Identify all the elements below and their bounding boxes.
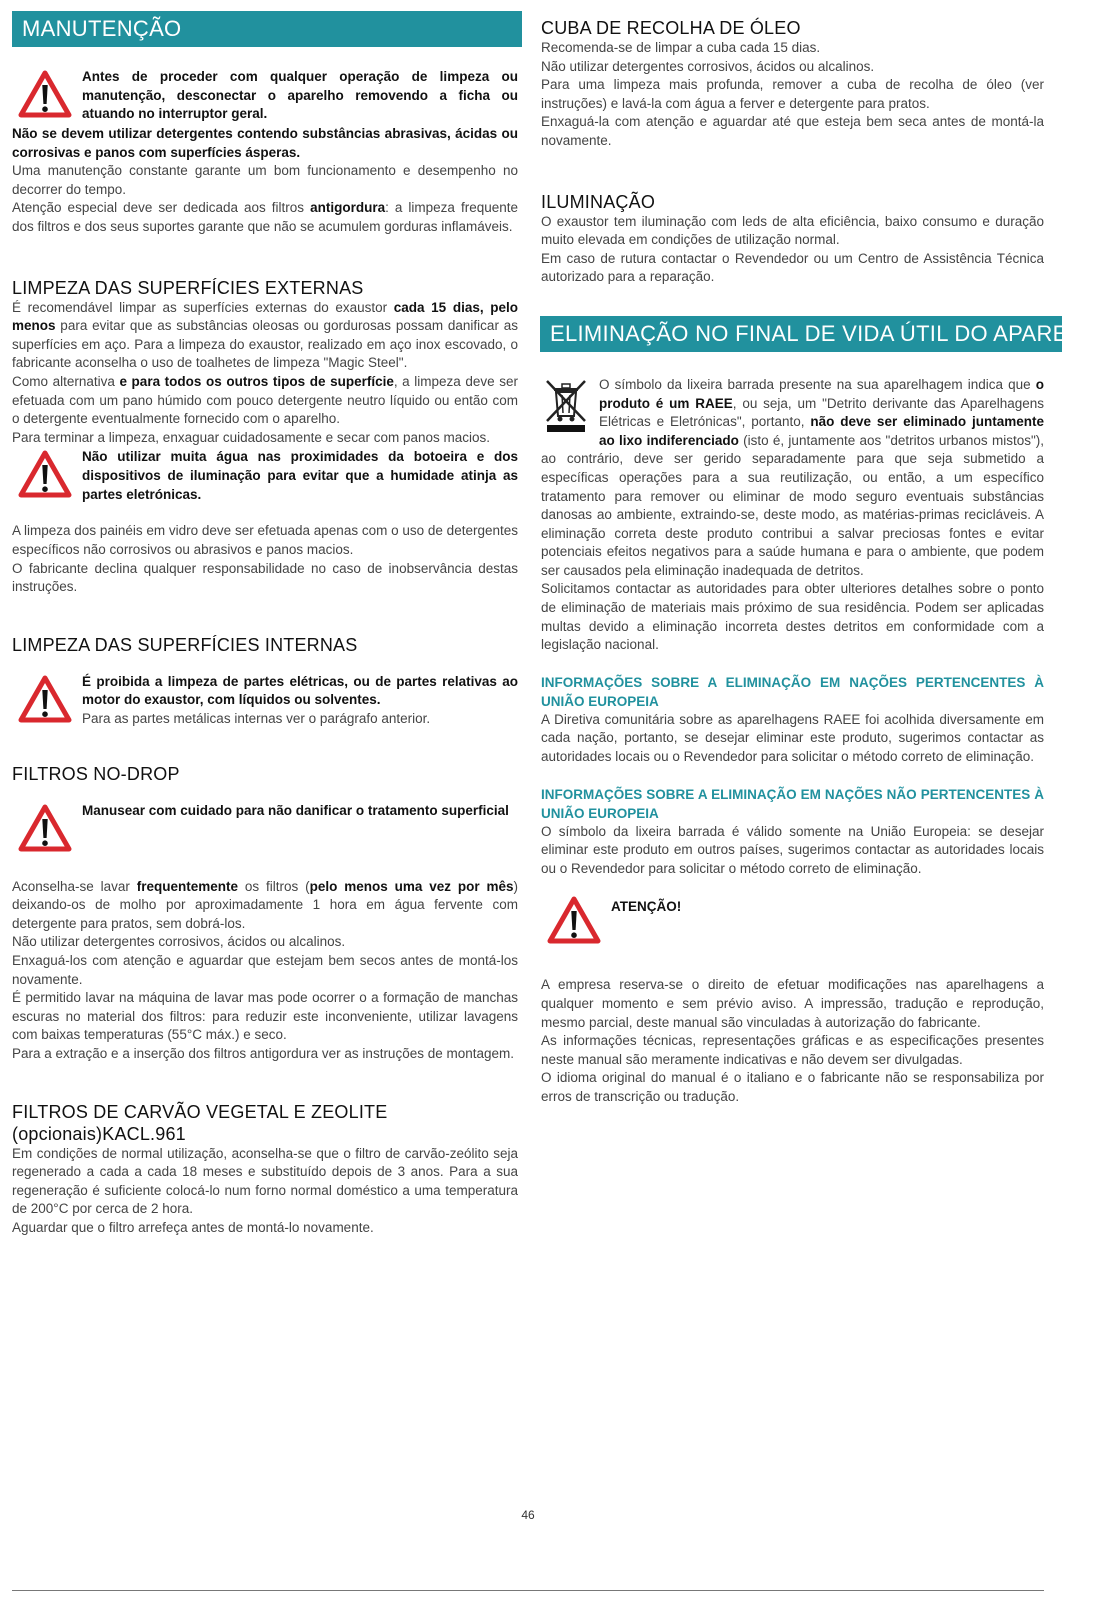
- page-number: 46: [521, 1508, 535, 1522]
- paragraph: O idioma original do manual é o italiano e o fabricante não se responsabiliza por erros de transcrição ou tradução.: [541, 1070, 1044, 1104]
- paragraph: As informações técnicas, representações gráficas e as especificações presentes neste manual são meramente indicativas e não devem ser divulgadas.: [541, 1033, 1044, 1067]
- crossed-bin-icon: [541, 378, 591, 434]
- paragraph: Solicitamos contactar as autoridades para obter ulteriores detalhes sobre o ponto de eliminação de materiais mais próximo de sua residência. Podem ser aplicadas multas devido a eliminação incorreta destes detritos em conformidade com a legislação nacional.: [541, 581, 1044, 653]
- paragraph: Para terminar a limpeza, enxaguar cuidadosamente e secar com panos macios.: [12, 429, 490, 445]
- paragraph: Não utilizar detergentes corrosivos, ácidos ou alcalinos.: [12, 934, 346, 950]
- warning-block: [12, 802, 518, 870]
- subtitle-nao-ue: INFORMAÇÕES SOBRE A ELIMINAÇÃO EM NAÇÕES NÃO PERTENCENTES À UNIÃO EUROPEIA: [541, 786, 1044, 821]
- paragraph: O fabricante declina qualquer responsabilidade no caso de inobservância destas instruções.: [12, 560, 518, 595]
- section-title-carvao: FILTROS DE CARVÃO VEGETAL E ZEOLITE (opcionais)KACL.961: [12, 1101, 388, 1144]
- paragraph: Aconselha-se lavar frequentemente os filtros (pelo menos uma vez por mês) deixando-os de molho por aproximadamente 1 hora em água fervente com detergente para pratos, sem dobrá-los.: [12, 878, 519, 931]
- section-title-cuba: CUBA DE RECOLHA DE ÓLEO: [541, 18, 801, 38]
- paragraph: Para a extração e a inserção dos filtros antigordura ver as instruções de montagem.: [12, 1046, 515, 1062]
- paragraph: Uma manutenção constante garante um bom funcionamento e desempenho no decorrer do tempo.: [12, 163, 518, 197]
- section-title-internas: LIMPEZA DAS SUPERFÍCIES INTERNAS: [12, 634, 358, 655]
- section-banner-eliminacao: ELIMINAÇÃO NO FINAL DE VIDA ÚTIL DO APARELHO: [540, 316, 1062, 352]
- warning-block: [12, 68, 518, 124]
- section-title-externas: LIMPEZA DAS SUPERFÍCIES EXTERNAS: [12, 277, 364, 298]
- paragraph: É recomendável limpar as superfícies externas do exaustor cada 15 dias, pelo menos para evitar que as substâncias oleosas ou gordurosas possam danificar as superfícies em aço. Para a limpeza do exaustor, realizado em aço inox escovado, o fabricante aconselha o uso de toalhetes de limpeza "Magic Steel".: [12, 299, 518, 371]
- paragraph: Atenção especial deve ser dedicada aos filtros antigordura: a limpeza frequente dos filtros e dos seus suportes garante que não se acumulem gorduras inflamáveis.: [12, 200, 519, 234]
- paragraph: Como alternativa e para todos os outros tipos de superfície, a limpeza deve ser efetuada com um pano húmido com pouco detergente neutro líquido ou então com o detergente eventualmente fornecido com o aparelho.: [12, 373, 518, 427]
- paragraph: Recomenda-se de limpar a cuba cada 15 dias.: [541, 40, 821, 55]
- right-column: [541, 0, 1114, 1107]
- paragraph: Para as partes metálicas internas ver o parágrafo anterior.: [82, 710, 431, 726]
- paragraph: Não utilizar detergentes corrosivos, ácidos ou alcalinos.: [541, 58, 875, 74]
- attention-label: ATENÇÃO!: [611, 899, 682, 915]
- warning-block: [541, 892, 1044, 962]
- subtitle-ue: INFORMAÇÕES SOBRE A ELIMINAÇÃO EM NAÇÕES PERTENCENTES À UNIÃO EUROPEIA: [541, 674, 1044, 709]
- warning-block: [12, 448, 518, 504]
- weee-block: [541, 376, 1044, 581]
- warning-text: Manusear com cuidado para não danificar o tratamento superficial: [82, 802, 509, 818]
- warning-text: É proibida a limpeza de partes elétricas, ou de partes relativas ao motor do exaustor, com líquidos ou solventes.: [82, 673, 518, 708]
- warning-text: Antes de proceder com qualquer operação de limpeza ou manutenção, desconectar o aparelho removendo a ficha ou atuando no interruptor geral.: [82, 69, 518, 122]
- paragraph: O símbolo da lixeira barrada presente na sua aparelhagem indica que o produto é um RAEE, ou seja, um "Detrito derivante das Aparelhagens Elétricas e Eletrónicas", portanto, não deve ser eliminado juntamente ao lixo indiferenciado (isto é, juntamente aos "detritos urbanos mistos"), ao contrário, deve ser gerido separadamente para que seja submetido a específicas operações para a sua reutilização, ou então, a um específico tratamento para remover ou eliminar de modo seguro eventuais substâncias danosas ao ambiente, extraindo-se, deste modo, as matérias-primas recicláveis. A eliminação correta deste produto contribui a salvar preciosas fontes e evitar potenciais efeitos negativos para a saúde humana e para o ambiente, que podem ser causados pela eliminação inadequada de detritos.: [541, 376, 1044, 578]
- paragraph: A empresa reserva-se o direito de efetuar modificações nas aparelhagens a qualquer momento e sem prévio aviso. A impressão, tradução e reprodução, mesmo parcial, deste manual são vinculadas à autorização do fabricante.: [541, 977, 1044, 1030]
- bold-note: Não se devem utilizar detergentes contendo substâncias abrasivas, ácidas ou corrosivas e panos com superfícies ásperas.: [12, 126, 518, 160]
- paragraph: Enxaguá-los com atenção e aguardar que estejam bem secos antes de montá-los novamente.: [12, 953, 518, 987]
- warning-icon: [18, 70, 72, 118]
- left-column: [12, 0, 518, 1238]
- paragraph: Em caso de rutura contactar o Revendedor ou um Centro de Assistência Técnica autorizado para a reparação.: [541, 250, 1044, 285]
- paragraph: Aguardar que o filtro arrefeça antes de montá-lo novamente.: [12, 1220, 374, 1235]
- footer-divider: [12, 1590, 1044, 1591]
- paragraph: É permitido lavar na máquina de lavar mas pode ocorrer o a formação de manchas escuras no material dos filtros: para reduzir este inconveniente, utilizar lavagens com baixas temperaturas (55°C máx.) e seco.: [12, 990, 518, 1043]
- section-banner-manutencao: MANUTENÇÃO: [12, 11, 522, 47]
- paragraph: O símbolo da lixeira barrada é válido somente na União Europeia: se desejar eliminar este produto em outros países, sugerimos contactar as autoridades locais ou o Revendedor para solicitar o método correto de eliminação.: [541, 823, 1044, 876]
- warning-icon: [18, 804, 72, 852]
- paragraph: Enxaguá-la com atenção e aguardar até que esteja bem seca antes de montá-la novamente.: [541, 114, 1044, 148]
- paragraph: Para uma limpeza mais profunda, remover a cuba de recolha de óleo (ver instruções) e lavá-la com água a ferver e detergente para pratos.: [541, 77, 1044, 111]
- warning-icon: [547, 896, 601, 944]
- section-title-iluminacao: ILUMINAÇÃO: [541, 191, 656, 212]
- paragraph: A Diretiva comunitária sobre as aparelhagens RAEE foi acolhida diversamente em cada nação, portanto, se desejar eliminar este produto, sugerimos contactar as autoridades locais ou o Revendedor para solicitar o método correto de eliminação.: [541, 711, 1044, 765]
- warning-block: [12, 673, 518, 729]
- paragraph: Em condições de normal utilização, aconselha-se que o filtro de carvão-zeólito seja regenerado a cada a cada 18 meses e substituído depois de 3 anos. Para a sua regeneração é suficiente colocá-lo num forno normal doméstico a uma temperatura de 200°C por cerca de 2 hora.: [12, 1145, 518, 1217]
- paragraph: O exaustor tem iluminação com leds de alta eficiência, baixo consumo e duração muito elevada em condições de utilização normal.: [541, 213, 1044, 248]
- paragraph: A limpeza dos painéis em vidro deve ser efetuada apenas com o uso de detergentes específicos não corrosivos ou abrasivos e panos macios.: [12, 523, 518, 557]
- section-title-nodrop: FILTROS NO-DROP: [12, 763, 180, 784]
- warning-icon: [18, 450, 72, 498]
- warning-text: Não utilizar muita água nas proximidades da botoeira e dos dispositivos de iluminação para evitar que a humidade atinja as partes eletrónicas.: [82, 449, 518, 502]
- warning-icon: [18, 675, 72, 723]
